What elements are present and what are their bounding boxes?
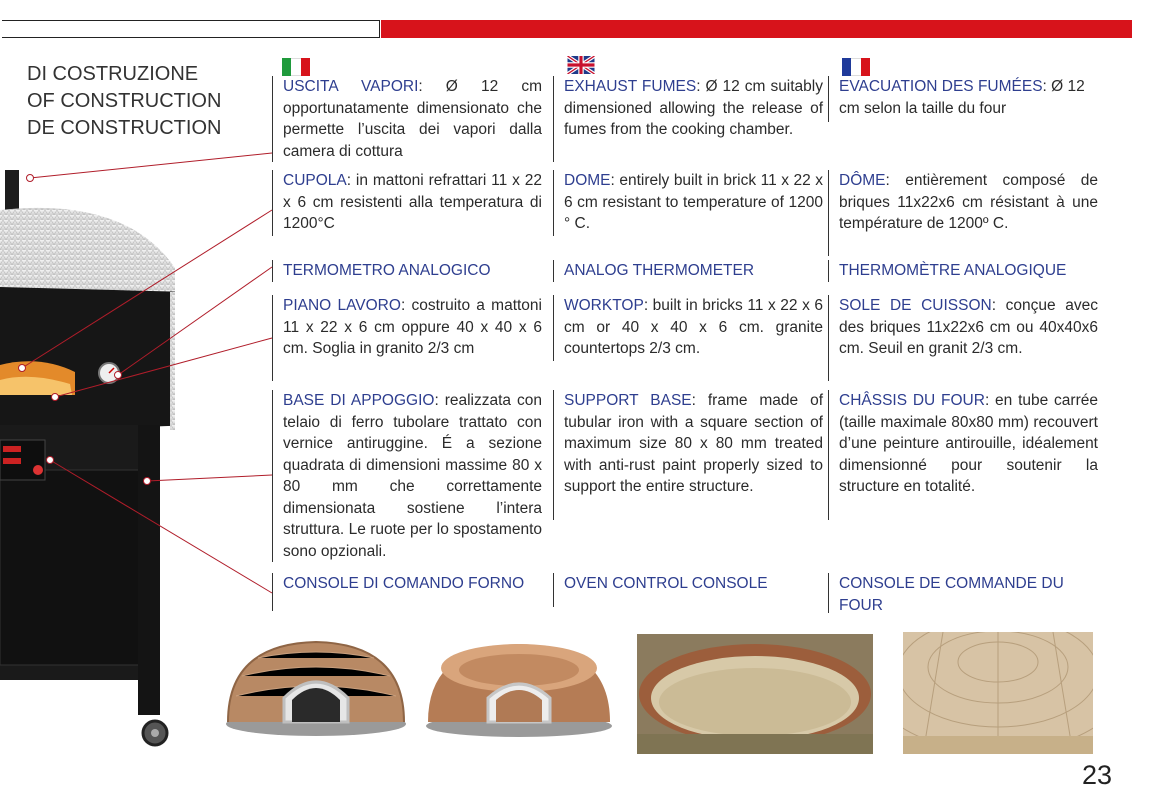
header-bar-outline [2,20,380,38]
dome-block [564,170,823,235]
brick-dome-photo-open [422,636,616,738]
brick-dome-photo-closed [222,636,410,738]
header-bar-red [381,20,1132,38]
worktop-block [839,295,1098,360]
base-text: : frame made of tubular iron with a square section of maximum size 80 x 80 mm treated with anti-rust paint properly sized to support the entire structure. [564,392,824,495]
column-divider [272,76,273,162]
column-divider [828,573,829,613]
worktop-block [283,295,542,360]
base-block [564,390,823,498]
console-title: CONSOLE DI COMANDO FORNO [283,575,525,592]
column-divider [272,390,273,562]
exhaust-block [283,76,542,162]
column-divider [272,295,273,381]
oven-floor-photo [637,634,873,754]
column-divider [272,260,273,282]
uk-flag-icon [567,56,595,74]
base-block [839,390,1098,498]
column-divider [553,295,554,361]
console-block [283,573,542,595]
thermometer-block [283,260,542,282]
console-title: CONSOLE DE COMMANDE DU FOUR [839,575,1064,614]
base-text: : en tube carrée (taille maximale 80x80 mm) recouvert d’une peinture antirouille, idéalement dimensionné pour soutenir la structure en totalité. [839,392,1098,495]
thermometer-block [564,260,823,282]
dome-text: : entirely built in brick 11 x 22 x 6 cm resistant to temperature of 1200 ° C. [564,172,823,232]
column-divider [553,390,554,520]
console-block [839,573,1098,616]
section-heading [27,61,221,142]
base-title: SUPPORT BASE [564,392,692,409]
france-flag-icon [842,58,870,76]
thermometer-title: TERMOMETRO ANALOGICO [283,262,491,279]
base-title: CHÂSSIS DU FOUR [839,392,985,409]
worktop-text: : costruito a mattoni 11 x 22 x 6 cm oppure 40 x 40 x 6 cm. Soglia in granito 2/3 cm [283,297,542,357]
base-leg [138,425,160,715]
dome-title: DOME [564,172,611,189]
dome [0,208,175,300]
worktop-title: SOLE DE CUISSON [839,297,992,314]
column-divider [553,76,554,162]
chimney [5,170,19,215]
exhaust-title: EVACUATION DES FUMÉES [839,78,1043,95]
worktop-title: WORKTOP [564,297,644,314]
dome-text: : entièrement composé de briques 11x22x6 cm résistant à une température de 1200º C. [839,172,1098,232]
column-divider [828,170,829,256]
oven-front [0,287,175,428]
heading-line-3: DE CONSTRUCTION [27,117,222,139]
base-cabinet [0,470,140,665]
column-divider [553,170,554,236]
thermometer-title: ANALOG THERMOMETER [564,262,755,279]
italy-flag-icon [282,58,310,76]
column-divider [272,573,273,611]
dome-title: CUPOLA [283,172,347,189]
exhaust-text: : Ø 12 cm selon la taille du four [839,78,1085,117]
exhaust-block [839,76,1098,119]
column-divider [828,390,829,520]
pizza-oven-illustration [0,160,175,760]
worktop-text: : built in bricks 11 x 22 x 6 cm or 40 x 40 x 6 cm. granite countertops 2/3 cm. [564,297,823,357]
base-text: : realizzata con telaio di ferro tubolare trattato con vernice antiruggine. É a sezione quadrata di dimensioni massime 80 x 80 mm che correttamente dimensionata sostiene l’intera struttura. Le ruote per lo spostamento sono opzionali. [283,392,542,560]
dome-block [283,170,542,235]
column-divider [828,260,829,282]
base-title: BASE DI APPOGGIO [283,392,435,409]
exhaust-text: : Ø 12 cm opportunatamente dimensionato che permette l’uscita dei vapori dalla camera di cottura [283,78,542,160]
console-block [564,573,823,595]
worktop-text: : conçue avec des briques 11x22x6 cm ou 40x40x6 cm. Seuil en granit 2/3 cm. [839,297,1098,357]
dome-title: DÔME [839,172,886,189]
column-divider [553,260,554,282]
thermometer-block [839,260,1098,282]
dome-text: : in mattoni refrattari 11 x 22 x 6 cm resistenti alla temperatura di 1200°C [283,172,542,232]
worktop-title: PIANO LAVORO [283,297,401,314]
column-divider [828,76,829,122]
heading-line-2: OF CONSTRUCTION [27,90,222,112]
console-title: OVEN CONTROL CONSOLE [564,575,768,592]
column-divider [272,170,273,236]
thermometer-title: THERMOMÈTRE ANALOGIQUE [839,262,1067,279]
page-number: 23 [1082,760,1113,790]
worktop-block [564,295,823,360]
exhaust-title: USCITA VAPORI [283,78,419,95]
column-divider [553,573,554,607]
dome-block [839,170,1098,235]
dome-interior-photo [903,632,1093,754]
heading-line-1: DI COSTRUZIONE [27,63,199,85]
exhaust-text: : Ø 12 cm suitably dimensioned allowing the release of fumes from the cooking chamber. [564,78,823,138]
base-block [283,390,542,562]
column-divider [828,295,829,381]
exhaust-block [564,76,823,141]
exhaust-title: EXHAUST FUMES [564,78,697,95]
